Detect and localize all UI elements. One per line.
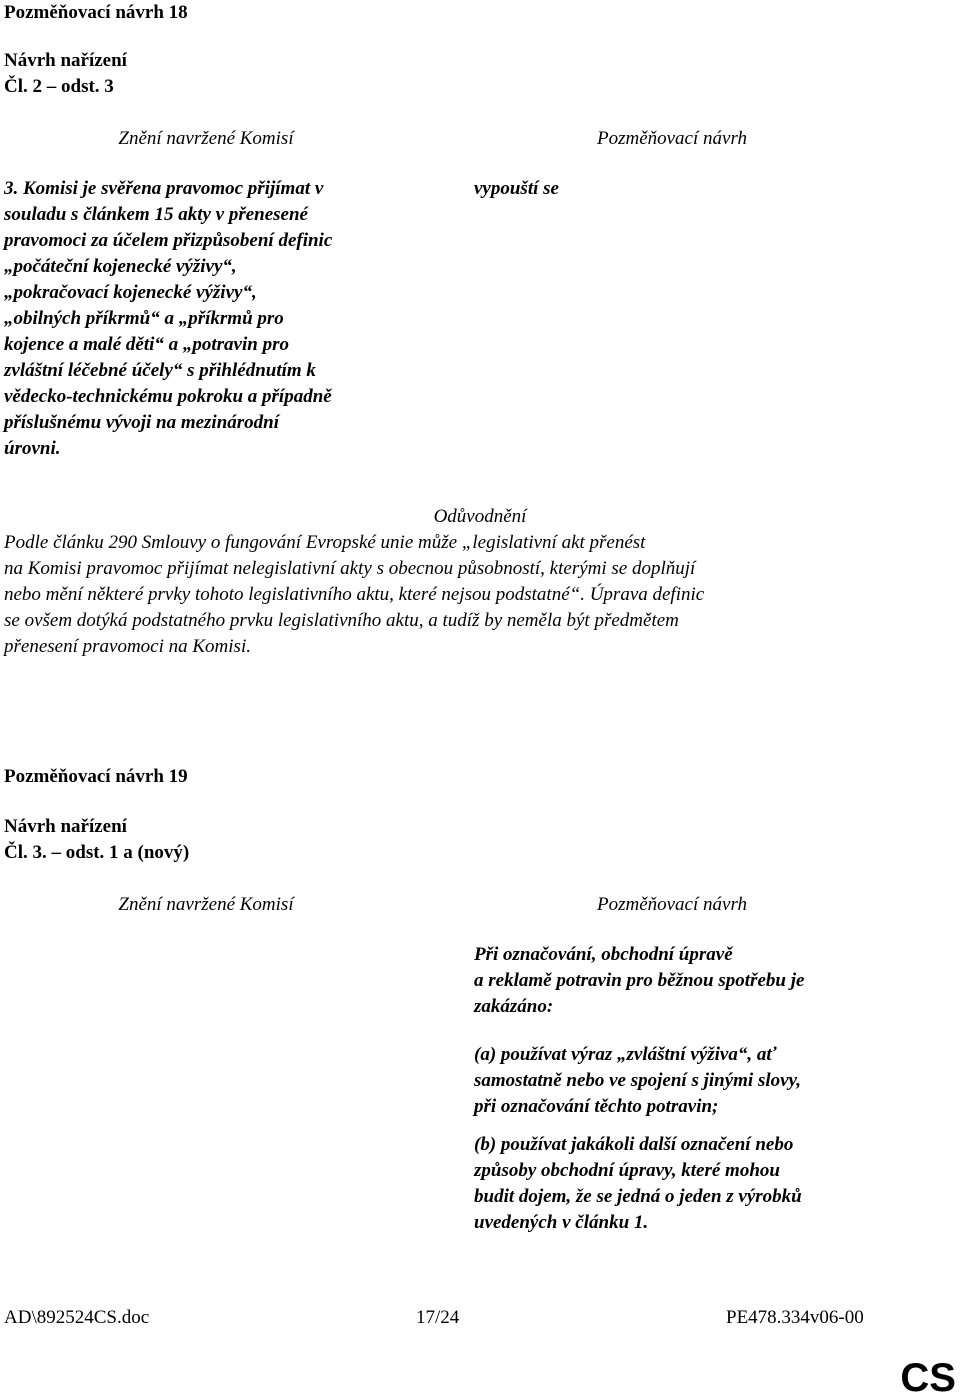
- text-line: se ovšem dotýká podstatného prvku legislativního aktu, a tudíž by neměla být předmětem: [4, 610, 679, 631]
- footer-reference: PE478.334v06-00: [726, 1307, 864, 1328]
- text-line: Podle článku 290 Smlouvy o fungování Evropské unie může „legislativní akt přenést: [4, 532, 646, 553]
- text-line: úrovni.: [4, 438, 61, 459]
- text-line: „pokračovací kojenecké výživy“,: [4, 282, 257, 303]
- text-line: samostatně nebo ve spojení s jinými slovy,: [474, 1070, 802, 1091]
- text-line: vědecko-technickému pokroku a případně: [4, 386, 332, 407]
- amendment-18-justification-text: [4, 530, 904, 660]
- amendment-18-deleted-text: vypouští se: [474, 178, 559, 199]
- text-line: způsoby obchodní úpravy, které mohou: [474, 1160, 780, 1181]
- text-line: (b) používat jakákoli další označení nebo: [474, 1134, 794, 1155]
- language-mark: CS: [900, 1356, 956, 1400]
- paragraph: [474, 1042, 914, 1120]
- amendment-19-article: Čl. 3. – odst. 1 a (nový): [4, 842, 190, 863]
- footer-page-number: 17/24: [416, 1307, 460, 1328]
- text-line: zakázáno:: [474, 996, 554, 1017]
- text-line: zvláštní léčebné účely“ s přihlédnutím k: [4, 360, 316, 381]
- paragraph: [474, 942, 914, 1020]
- text-line: 3. Komisi je svěřena pravomoc přijímat v: [4, 178, 324, 199]
- text-line: „počáteční kojenecké výživy“,: [4, 256, 237, 277]
- amendment-18-justification-title: Odůvodnění: [433, 506, 527, 527]
- text-line: uvedených v článku 1.: [474, 1212, 649, 1233]
- amendment-18-left-column-header: Znění navržené Komisí: [118, 128, 294, 149]
- text-line: „obilných příkrmů“ a „příkrmů pro: [4, 308, 284, 329]
- amendment-19-new-text: [474, 942, 914, 1236]
- amendment-18-heading: Pozměňovací návrh 18: [4, 2, 188, 23]
- text-line: budit dojem, že se jedná o jeden z výrobků: [474, 1186, 802, 1207]
- amendment-18-article: Čl. 2 – odst. 3: [4, 76, 114, 97]
- amendment-18-commission-text: [4, 176, 424, 462]
- text-line: pravomoci za účelem přizpůsobení definic: [4, 230, 333, 251]
- amendment-19-left-column-header: Znění navržené Komisí: [118, 894, 294, 915]
- amendment-19-right-column-header: Pozměňovací návrh: [596, 894, 748, 915]
- text-line: na Komisi pravomoc přijímat nelegislativní akty s obecnou působností, kterými se doplňují: [4, 558, 696, 579]
- text-line: (a) používat výraz „zvláštní výživa“, ať: [474, 1044, 777, 1065]
- text-line: Při označování, obchodní úpravě: [474, 944, 733, 965]
- amendment-19-proposal: Návrh nařízení: [4, 816, 127, 837]
- amendment-18-right-column-header: Pozměňovací návrh: [596, 128, 748, 149]
- amendment-19-heading: Pozměňovací návrh 19: [4, 766, 188, 787]
- text-line: kojence a malé děti“ a „potravin pro: [4, 334, 289, 355]
- text-line: přenesení pravomoci na Komisi.: [4, 636, 251, 657]
- paragraph: [474, 1132, 914, 1236]
- text-line: nebo mění některé prvky tohoto legislativního aktu, které nejsou podstatné“. Úprava definic: [4, 584, 705, 605]
- text-line: a reklamě potravin pro běžnou spotřebu je: [474, 970, 805, 991]
- amendment-18-proposal: Návrh nařízení: [4, 50, 127, 71]
- text-line: souladu s článkem 15 akty v přenesené: [4, 204, 308, 225]
- text-line: příslušnému vývoji na mezinárodní: [4, 412, 280, 433]
- text-line: při označování těchto potravin;: [474, 1096, 719, 1117]
- footer-document-name: AD\892524CS.doc: [4, 1307, 150, 1328]
